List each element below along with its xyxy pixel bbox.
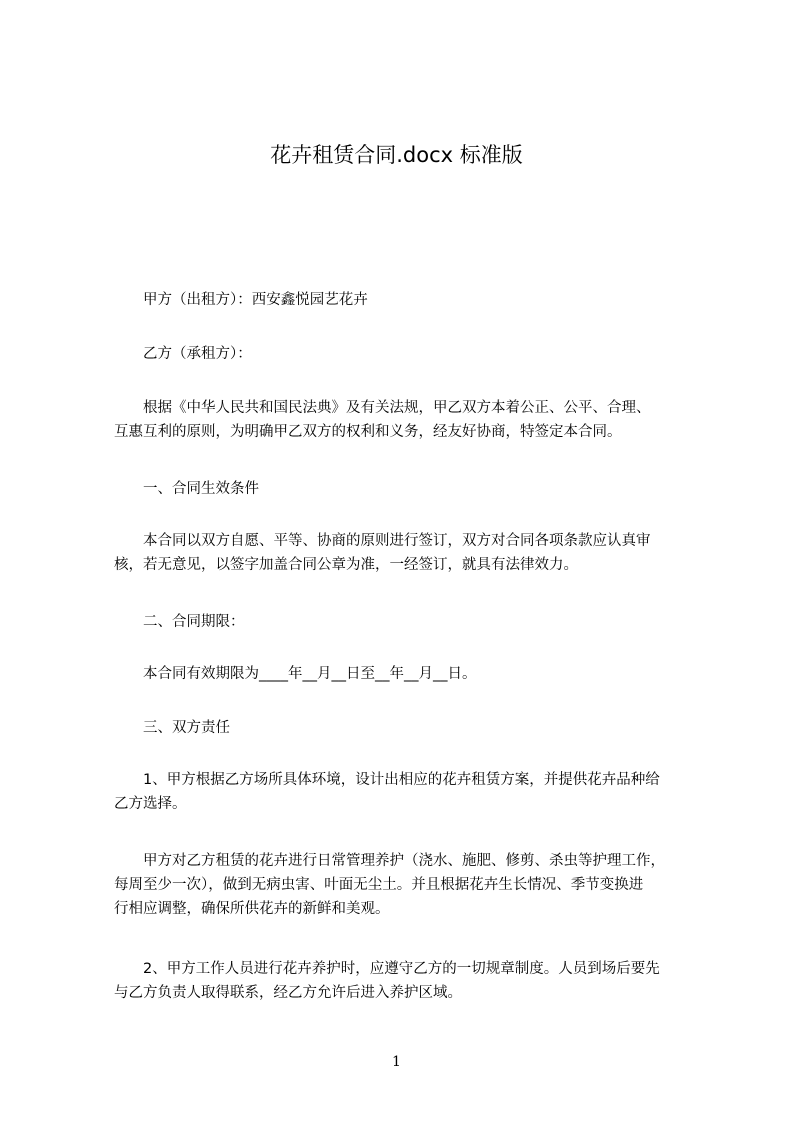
paragraph-party-b (114, 342, 714, 366)
text-line: 二、合同期限： (114, 614, 245, 630)
paragraph-responsibility-1 (114, 768, 714, 816)
text-line: 2、甲方工作人员进行花卉养护时，应遵守乙方的一切规章制度。人员到场后要先 (114, 961, 660, 977)
paragraph-preamble (114, 396, 714, 444)
paragraph-effective-conditions (114, 529, 714, 577)
text-line: 本合同以双方自愿、平等、协商的原则进行签订，双方对合同各项条款应认真审 (114, 533, 651, 549)
paragraph-contract-term (114, 662, 714, 686)
text-line: 每周至少一次），做到无病虫害、叶面无尘土。并且根据花卉生长情况、季节变换进 (114, 877, 644, 893)
text-line: 行相应调整，确保所供花卉的新鲜和美观。 (114, 901, 390, 917)
text-line: 核，若无意见，以签字加盖合同公章为准，一经签订，就具有法律效力。 (114, 557, 578, 573)
text-line: 乙方（承租方）： (114, 346, 252, 362)
text-line: 根据《中华人民共和国民法典》及有关法规，甲乙双方本着公正、公平、合理、 (114, 400, 651, 416)
heading-effective-conditions (114, 477, 714, 501)
text-line: 乙方选择。 (114, 796, 187, 812)
heading-responsibilities (114, 716, 714, 740)
heading-contract-term (114, 610, 714, 634)
text-line: 三、双方责任 (114, 720, 230, 736)
text-line: 本合同有效期限为____年__月__日至__年__月__日。 (114, 666, 477, 682)
paragraph-party-a (114, 288, 714, 312)
text-line: 甲方对乙方租赁的花卉进行日常管理养护（浇水、施肥、修剪、杀虫等护理工作， (114, 853, 665, 869)
text-line: 互惠互利的原则，为明确甲乙双方的权利和义务，经友好协商，特签定本合同。 (114, 424, 622, 440)
paragraph-responsibility-2 (114, 957, 714, 1005)
text-line: 与乙方负责人取得联系，经乙方允许后进入养护区域。 (114, 985, 462, 1001)
page-number: 1 (392, 1054, 401, 1070)
paragraph-maintenance (114, 849, 714, 921)
text-line: 甲方（出租方）：西安鑫悦园艺花卉 (114, 292, 368, 308)
text-line: 一、合同生效条件 (114, 481, 259, 497)
text-line: 1、甲方根据乙方场所具体环境，设计出相应的花卉租赁方案，并提供花卉品种给 (114, 772, 660, 788)
document-title: 花卉租赁合同.docx 标准版 (270, 143, 523, 167)
